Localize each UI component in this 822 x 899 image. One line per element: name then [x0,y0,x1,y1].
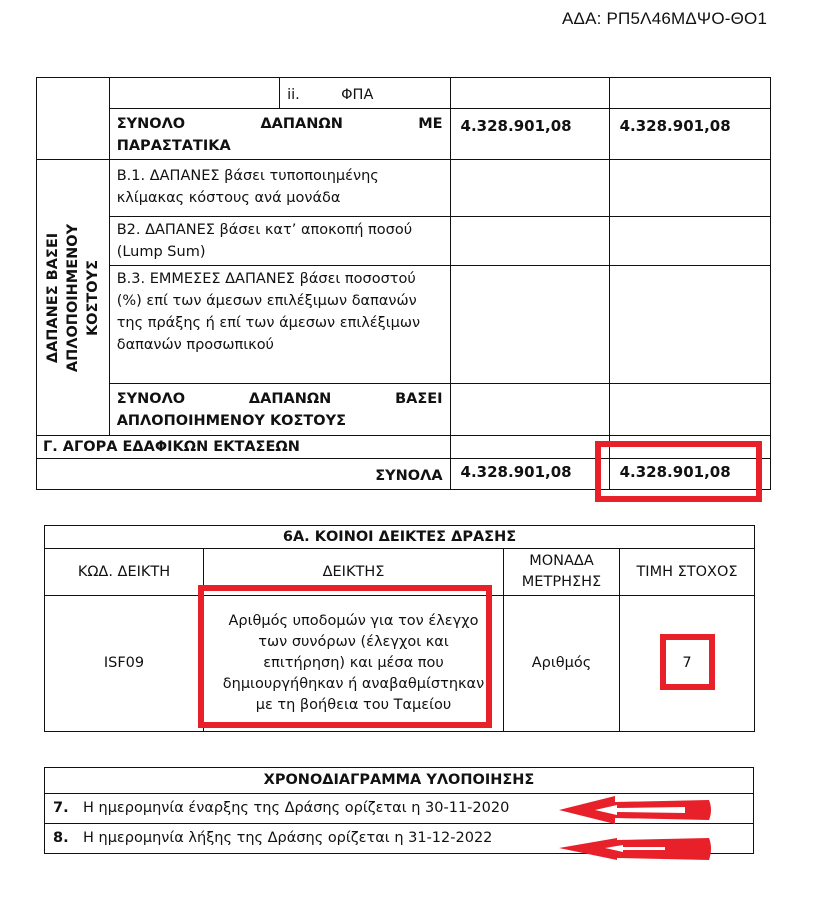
totals-row [37,459,771,490]
schedule-item [45,794,754,824]
indicator-code: ISF09 [45,596,204,732]
indicators-table [44,525,755,732]
budget-row-b1 [37,160,771,217]
total-with-docs-label [109,109,450,160]
indicators-title: 6Α. ΚΟΙΝΟΙ ΔΕΙΚΤΕΣ ΔΡΑΣΗΣ [45,526,755,549]
budget-row-b2 [37,217,771,266]
word: ΔΑΠΑΝΩΝ [248,391,332,407]
indicator-description: Αριθμός υποδομών για τον έλεγχο των συνόρων (έλεγχοι και επιτήρηση) και μέσα που δημιουργήθηκαν ή αναβαθμίστηκαν με τη βοήθεια του Ταμείου [204,596,504,732]
line: ΑΠΛΟΠΟΙΗΜΕΝΟΥ ΚΟΣΤΟΥΣ [116,413,347,429]
line: ΔΑΠΑΝΕΣ ΒΑΣΕΙ [44,232,61,363]
header-target: ΤΙΜΗ ΣΤΟΧΟΣ [620,549,755,596]
line: ΚΟΣΤΟΥΣ [84,259,101,336]
totals-value-2: 4.328.901,08 [609,459,770,490]
word: ΒΑΣΕΙ [395,391,443,407]
schedule-item-number: 8. [53,830,69,846]
word: ΣΥΝΟΛΟ [116,116,186,132]
budget-table [36,77,771,490]
land-purchase-label: Γ. ΑΓΟΡΑ ΕΔΑΦΙΚΩΝ ΕΚΤΑΣΕΩΝ [37,436,451,459]
total-with-docs-value-1: 4.328.901,08 [450,109,609,160]
total-simplified-label [109,384,450,436]
vat-index: ii. [287,87,300,103]
totals-label: ΣΥΝΟΛΑ [37,459,451,490]
row-value-1 [450,266,609,384]
schedule-item-number: 7. [53,800,69,816]
row-label: Β.3. ΕΜΜΕΣΕΣ ΔΑΠΑΝΕΣ βάσει ποσοστού (%) επί των άμεσων επιλέξιμων δαπανών της πράξης ή επί των άμεσων επιλέξιμων δαπανών προσωπικού [109,266,450,384]
total-simplified-value-2 [609,384,770,436]
word: ΔΑΠΑΝΩΝ [260,116,343,132]
schedule-item [45,824,754,854]
header-unit: ΜΟΝΑΔΑ ΜΕΤΡΗΣΗΣ [504,549,620,596]
line: ΠΑΡΑΣΤΑΤΙΚΑ [116,138,231,154]
total-simplified-row [37,384,771,436]
row-label: Β2. ΔΑΠΑΝΕΣ βάσει κατ’ αποκοπή ποσού (Lump Sum) [109,217,450,266]
total-with-docs-value-2: 4.328.901,08 [609,109,770,160]
word: ΣΥΝΟΛΟ [116,391,186,407]
row-value-2 [609,266,770,384]
schedule-item-cell [45,794,754,824]
ada-code: ΑΔΑ: ΡΠ5Λ46ΜΔΨΟ-ΘΟ1 [562,9,768,28]
land-purchase-value-2 [609,436,770,459]
row-value-2 [609,217,770,266]
row-label: Β.1. ΔΑΠΑΝΕΣ βάσει τυποποιημένης κλίμακας κόστους ανά μονάδα [109,160,450,217]
indicator-target: 7 [620,596,755,732]
schedule-item-text: Η ημερομηνία λήξης της Δράσης ορίζεται η 31-12-2022 [83,830,493,846]
vat-label: ΦΠΑ [341,87,374,103]
total-simplified-value-1 [450,384,609,436]
vat-value-2 [609,78,770,109]
schedule-item-text: Η ημερομηνία έναρξης της Δράσης ορίζεται η 30-11-2020 [83,800,510,816]
vat-row [37,78,771,109]
indicator-row [45,596,755,732]
schedule-table [44,767,754,854]
header-code: ΚΩΔ. ΔΕΙΚΤΗ [45,549,204,596]
indicator-unit: Αριθμός [504,596,620,732]
header-indicator: ΔΕΙΚΤΗΣ [204,549,504,596]
budget-row-b3 [37,266,771,384]
schedule-item-cell [45,824,754,854]
empty-cell [109,78,279,109]
word: ΜΕ [418,116,443,132]
land-purchase-value-1 [450,436,609,459]
row-value-1 [450,160,609,217]
schedule-title: ΧΡΟΝΟΔΙΑΓΡΑΜΜΑ ΥΛΟΠΟΙΗΣΗΣ [45,768,754,794]
vat-label-cell [280,78,450,109]
line: ΑΠΛΟΠΟΙΗΜΕΝΟΥ [64,223,81,372]
land-purchase-row [37,436,771,459]
row-value-2 [609,160,770,217]
empty-group-cell [37,78,110,160]
row-value-1 [450,217,609,266]
simplified-cost-group-label [37,160,110,436]
total-with-docs-row [37,109,771,160]
totals-value-1: 4.328.901,08 [450,459,609,490]
vat-value-1 [450,78,609,109]
